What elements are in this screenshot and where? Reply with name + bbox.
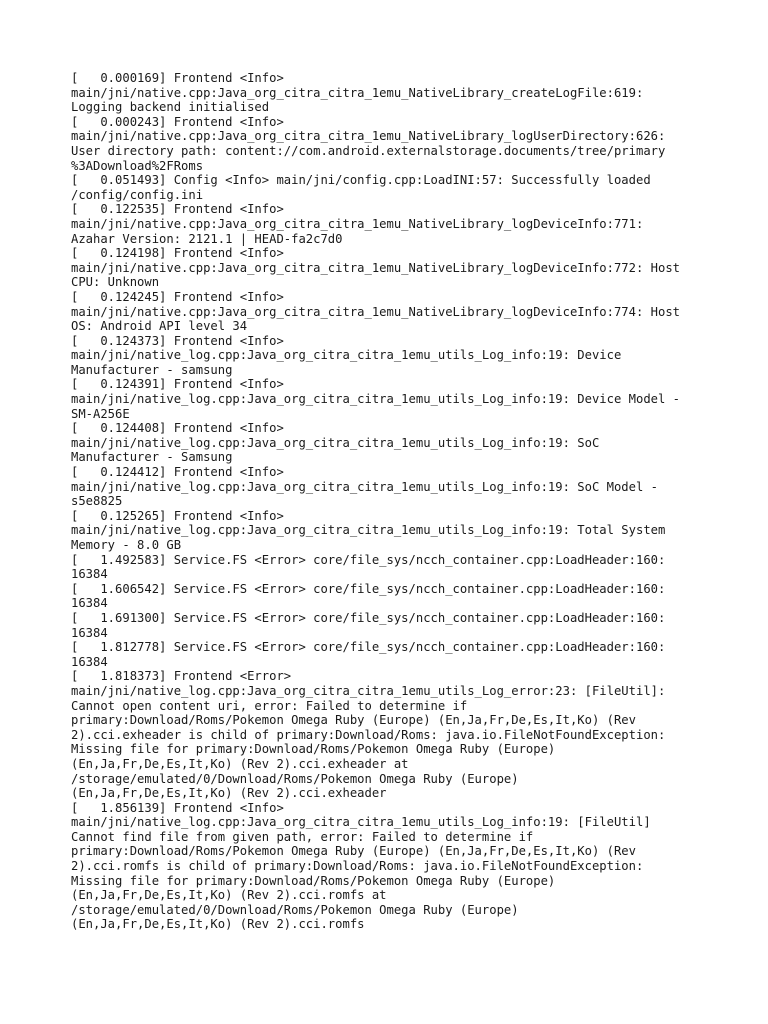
log-line: User directory path: content://com.android.externalstorage.documents/tree/primary (71, 143, 666, 158)
log-line: [ 1.606542] Service.FS <Error> core/file_sys/ncch_container.cpp:LoadHeader:160: (71, 581, 666, 596)
log-line: main/jni/native_log.cpp:Java_org_citra_citra_1emu_utils_Log_info:19: Total System (71, 523, 666, 538)
log-line: [ 0.124412] Frontend <Info> (71, 465, 284, 480)
log-line: main/jni/native.cpp:Java_org_citra_citra_1emu_NativeLibrary_logDeviceInfo:774: Host (71, 304, 681, 319)
log-line: [ 1.492583] Service.FS <Error> core/file_sys/ncch_container.cpp:LoadHeader:160: (71, 552, 666, 567)
log-line: 16384 (71, 596, 108, 611)
log-line: CPU: Unknown (71, 275, 160, 290)
log-line: %3ADownload%2FRoms (71, 158, 204, 173)
log-line: 2).cci.romfs is child of primary:Download/Roms: java.io.FileNotFoundException: (71, 859, 644, 874)
log-line: [ 0.000243] Frontend <Info> (71, 114, 284, 129)
log-line: main/jni/native_log.cpp:Java_org_citra_citra_1emu_utils_Log_error:23: [FileUtil]: (71, 683, 666, 698)
log-line: main/jni/native_log.cpp:Java_org_citra_citra_1emu_utils_Log_info:19: Device Model - (71, 392, 681, 407)
log-line: [ 0.124245] Frontend <Info> (71, 289, 284, 304)
log-line: primary:Download/Roms/Pokemon Omega Ruby (Europe) (En,Ja,Fr,De,Es,It,Ko) (Rev (71, 844, 636, 859)
log-text-block (71, 71, 711, 932)
log-line: main/jni/native.cpp:Java_org_citra_citra_1emu_NativeLibrary_logDeviceInfo:772: Host (71, 260, 681, 275)
log-line: /storage/emulated/0/Download/Roms/Pokemon Omega Ruby (Europe) (71, 771, 519, 786)
log-line: 16384 (71, 567, 108, 582)
log-line: 16384 (71, 625, 108, 640)
log-line: SM-A256E (71, 406, 130, 421)
log-line: [ 0.122535] Frontend <Info> (71, 202, 284, 217)
log-line: (En,Ja,Fr,De,Es,It,Ko) (Rev 2).cci.exheader (71, 786, 387, 801)
log-line: [ 0.124198] Frontend <Info> (71, 246, 284, 261)
log-line: main/jni/native_log.cpp:Java_org_citra_citra_1emu_utils_Log_info:19: SoC (71, 435, 600, 450)
log-line: 16384 (71, 654, 108, 669)
log-line: Missing file for primary:Download/Roms/Pokemon Omega Ruby (Europe) (71, 873, 556, 888)
log-line: main/jni/native_log.cpp:Java_org_citra_citra_1emu_utils_Log_info:19: Device (71, 348, 622, 363)
log-line: Cannot find file from given path, error: Failed to determine if (71, 829, 534, 844)
log-line: Cannot open content uri, error: Failed to determine if (71, 698, 468, 713)
log-line: main/jni/native.cpp:Java_org_citra_citra_1emu_NativeLibrary_logDeviceInfo:771: (71, 216, 644, 231)
log-line: /config/config.ini (71, 187, 204, 202)
log-line: [ 1.812778] Service.FS <Error> core/file_sys/ncch_container.cpp:LoadHeader:160: (71, 640, 666, 655)
log-line: main/jni/native.cpp:Java_org_citra_citra_1emu_NativeLibrary_logUserDirectory:626: (71, 129, 666, 144)
log-line: s5e8825 (71, 494, 123, 509)
log-line: [ 0.000169] Frontend <Info> (71, 71, 284, 85)
log-line: [ 1.818373] Frontend <Error> (71, 669, 292, 684)
log-line: [ 1.856139] Frontend <Info> (71, 800, 284, 815)
log-line: [ 0.051493] Config <Info> main/jni/config.cpp:LoadINI:57: Successfully loaded (71, 173, 651, 188)
log-line: Memory - 8.0 GB (71, 538, 182, 552)
log-line: Logging backend initialised (71, 100, 270, 115)
log-line: Azahar Version: 2121.1 | HEAD-fa2c7d0 (71, 231, 343, 246)
log-line: main/jni/native.cpp:Java_org_citra_citra_1emu_NativeLibrary_createLogFile:619: (71, 85, 644, 100)
log-line: Manufacturer - Samsung (71, 450, 233, 465)
log-line: 2).cci.exheader is child of primary:Download/Roms: java.io.FileNotFoundException: (71, 727, 666, 742)
log-line: [ 0.124373] Frontend <Info> (71, 333, 284, 348)
log-line: main/jni/native_log.cpp:Java_org_citra_citra_1emu_utils_Log_info:19: [FileUtil] (71, 815, 651, 830)
log-line: [ 1.691300] Service.FS <Error> core/file_sys/ncch_container.cpp:LoadHeader:160: (71, 610, 666, 625)
log-line: main/jni/native_log.cpp:Java_org_citra_citra_1emu_utils_Log_info:19: SoC Model - (71, 479, 658, 494)
log-line: (En,Ja,Fr,De,Es,It,Ko) (Rev 2).cci.romfs (71, 917, 365, 932)
log-line: [ 0.124408] Frontend <Info> (71, 421, 284, 436)
log-line: (En,Ja,Fr,De,Es,It,Ko) (Rev 2).cci.exheader at (71, 756, 409, 771)
log-line: [ 0.124391] Frontend <Info> (71, 377, 284, 392)
log-line: /storage/emulated/0/Download/Roms/Pokemon Omega Ruby (Europe) (71, 902, 519, 917)
log-line: primary:Download/Roms/Pokemon Omega Ruby (Europe) (En,Ja,Fr,De,Es,It,Ko) (Rev (71, 713, 636, 728)
log-line: [ 0.125265] Frontend <Info> (71, 508, 284, 523)
log-line: Missing file for primary:Download/Roms/Pokemon Omega Ruby (Europe) (71, 742, 556, 757)
log-line: (En,Ja,Fr,De,Es,It,Ko) (Rev 2).cci.romfs at (71, 888, 387, 903)
log-line: Manufacturer - samsung (71, 362, 233, 377)
log-line: OS: Android API level 34 (71, 319, 248, 334)
